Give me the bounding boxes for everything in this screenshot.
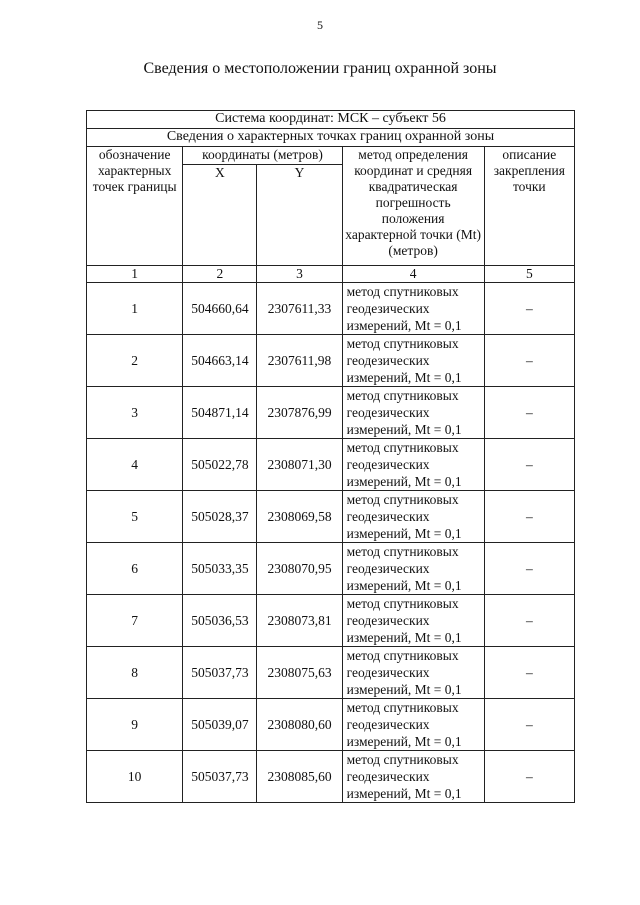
table-row [87, 387, 575, 439]
table-row [87, 543, 575, 595]
method-cell [342, 283, 484, 335]
description-cell: – [484, 283, 574, 335]
description-cell: – [484, 439, 574, 491]
method-line: измерений, Mt = 0,1 [346, 526, 462, 541]
coordinate-system-label: Система координат: МСК – субъект 56 [87, 111, 575, 129]
table-row [87, 335, 575, 387]
table-row [87, 595, 575, 647]
description-cell: – [484, 647, 574, 699]
method-cell [342, 647, 484, 699]
method-line: геодезических [346, 301, 430, 316]
method-line: метод спутниковых [346, 440, 459, 455]
coord-y: 2308075,63 [257, 647, 342, 699]
method-line: метод спутниковых [346, 492, 459, 507]
table-row [87, 647, 575, 699]
method-line: геодезических [346, 561, 430, 576]
method-cell [342, 439, 484, 491]
method-line: геодезических [346, 613, 430, 628]
point-number: 6 [87, 543, 183, 595]
method-line: измерений, Mt = 0,1 [346, 422, 462, 437]
method-line: измерений, Mt = 0,1 [346, 318, 462, 333]
coord-y: 2307876,99 [257, 387, 342, 439]
method-line: измерений, Mt = 0,1 [346, 370, 462, 385]
method-line: метод спутниковых [346, 336, 459, 351]
description-cell: – [484, 543, 574, 595]
method-cell [342, 699, 484, 751]
coord-x: 505028,37 [183, 491, 257, 543]
method-cell [342, 491, 484, 543]
coord-x: 505037,73 [183, 647, 257, 699]
method-line: измерений, Mt = 0,1 [346, 474, 462, 489]
method-cell [342, 595, 484, 647]
method-line: метод спутниковых [346, 596, 459, 611]
column-number: 5 [484, 266, 574, 283]
coord-y: 2308080,60 [257, 699, 342, 751]
point-number: 9 [87, 699, 183, 751]
method-line: геодезических [346, 665, 430, 680]
description-cell: – [484, 699, 574, 751]
point-number: 4 [87, 439, 183, 491]
description-cell: – [484, 387, 574, 439]
method-line: измерений, Mt = 0,1 [346, 578, 462, 593]
method-line: геодезических [346, 509, 430, 524]
column-number: 3 [257, 266, 342, 283]
method-line: геодезических [346, 457, 430, 472]
method-line: метод спутниковых [346, 388, 459, 403]
coord-y: 2308073,81 [257, 595, 342, 647]
method-line: метод спутниковых [346, 752, 459, 767]
coord-x: 505033,35 [183, 543, 257, 595]
method-line: метод спутниковых [346, 284, 459, 299]
method-line: метод спутниковых [346, 700, 459, 715]
table-subtitle: Сведения о характерных точках границ охранной зоны [87, 129, 575, 147]
header-y: Y [257, 165, 342, 266]
coord-y: 2308085,60 [257, 751, 342, 803]
description-cell: – [484, 335, 574, 387]
point-number: 8 [87, 647, 183, 699]
column-number: 4 [342, 266, 484, 283]
description-cell: – [484, 491, 574, 543]
method-line: метод спутниковых [346, 648, 459, 663]
method-cell [342, 387, 484, 439]
method-line: метод спутниковых [346, 544, 459, 559]
point-number: 7 [87, 595, 183, 647]
coord-x: 505036,53 [183, 595, 257, 647]
coord-x: 504871,14 [183, 387, 257, 439]
table-row [87, 751, 575, 803]
header-method: метод определения координат и средняя квадратическая погрешность положения характерной точки (Mt) (метров) [342, 147, 484, 266]
coord-y: 2308071,30 [257, 439, 342, 491]
boundary-points-table [86, 110, 575, 803]
method-line: геодезических [346, 769, 430, 784]
table-row [87, 491, 575, 543]
coord-x: 504663,14 [183, 335, 257, 387]
coord-x: 505022,78 [183, 439, 257, 491]
method-cell [342, 751, 484, 803]
point-number: 5 [87, 491, 183, 543]
coord-y: 2308069,58 [257, 491, 342, 543]
coord-y: 2307611,98 [257, 335, 342, 387]
method-line: геодезических [346, 353, 430, 368]
coord-y: 2307611,33 [257, 283, 342, 335]
table-row [87, 439, 575, 491]
column-number-row [87, 266, 575, 283]
coord-x: 505037,73 [183, 751, 257, 803]
header-description: описание закрепления точки [484, 147, 574, 266]
table-row [87, 283, 575, 335]
coord-y: 2308070,95 [257, 543, 342, 595]
method-cell [342, 335, 484, 387]
method-line: измерений, Mt = 0,1 [346, 734, 462, 749]
point-number: 3 [87, 387, 183, 439]
column-number: 2 [183, 266, 257, 283]
point-number: 1 [87, 283, 183, 335]
description-cell: – [484, 595, 574, 647]
description-cell: – [484, 751, 574, 803]
header-coordinates: координаты (метров) [183, 147, 342, 165]
method-line: измерений, Mt = 0,1 [346, 630, 462, 645]
coord-x: 504660,64 [183, 283, 257, 335]
point-number: 10 [87, 751, 183, 803]
table-subtitle-row [87, 129, 575, 147]
column-number: 1 [87, 266, 183, 283]
page-number: 5 [317, 18, 323, 32]
point-number: 2 [87, 335, 183, 387]
document-title: Сведения о местоположении границ охранной зоны [143, 60, 497, 77]
method-cell [342, 543, 484, 595]
method-line: геодезических [346, 405, 430, 420]
header-row [87, 147, 575, 165]
header-x: X [183, 165, 257, 266]
method-line: геодезических [346, 717, 430, 732]
method-line: измерений, Mt = 0,1 [346, 682, 462, 697]
method-line: измерений, Mt = 0,1 [346, 786, 462, 801]
table-row [87, 699, 575, 751]
header-point-designation: обозначение характерных точек границы [87, 147, 183, 266]
coord-x: 505039,07 [183, 699, 257, 751]
table-title-row [87, 111, 575, 129]
